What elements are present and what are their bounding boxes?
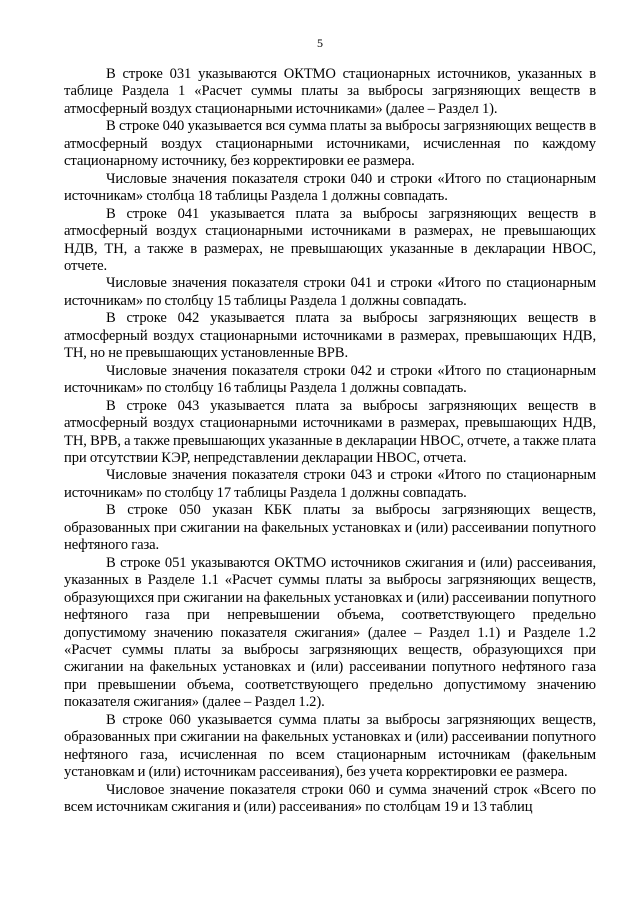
document-body (64, 66, 596, 816)
paragraph-row-031: В строке 031 указываются ОКТМО стационарных источников, указанных в таблице Раздела 1 «Расчет суммы платы за выбросы загрязняющих веществ в атмосферный воздух стационарными источниками» (далее – Раздел 1). (64, 66, 596, 117)
paragraph-row-043: В строке 043 указывается плата за выбросы загрязняющих веществ в атмосферный воздух стационарными источниками в размерах, превышающих НДВ, ТН, ВРВ, а также превышающих указанные в декларации НВОС, отчете, а также плата при отсутствии КЭР, непредставлении декларации НВОС, отчета. (64, 397, 596, 466)
paragraph-row-040: В строке 040 указывается вся сумма платы за выбросы загрязняющих веществ в атмосферный воздух стационарными источниками, исчисленная по каждому стационарному источнику, без корректировки ее размера. (64, 118, 596, 170)
paragraph-row-050: В строке 050 указан КБК платы за выбросы загрязняющих веществ, образованных при сжигании на факельных установках и (или) рассеивании попутного нефтяного газа. (64, 502, 596, 554)
paragraph-row-040-check: Числовые значения показателя строки 040 и строки «Итого по стационарным источникам» столбца 18 таблицы Раздела 1 должны совпадать. (64, 170, 596, 205)
paragraph-row-043-check: Числовые значения показателя строки 043 и строки «Итого по стационарным источникам» по столбцу 17 таблицы Раздела 1 должны совпадать. (64, 467, 596, 501)
paragraph-row-060-check: Числовое значение показателя строки 060 и сумма значений строк «Всего по всем источникам сжигания и (или) рассеивания» по столбцам 19 и 13 таблиц (64, 781, 596, 816)
paragraph-row-042-check: Числовые значения показателя строки 042 и строки «Итого по стационарным источникам» по столбцу 16 таблицы Раздела 1 должны совпадать. (64, 362, 596, 397)
page-number: 5 (317, 36, 323, 50)
paragraph-row-041-check: Числовые значения показателя строки 041 и строки «Итого по стационарным источникам» по столбцу 15 таблицы Раздела 1 должны совпадать. (64, 275, 596, 309)
paragraph-row-060: В строке 060 указывается сумма платы за выбросы загрязняющих веществ, образованных при сжигании на факельных установках и (или) рассеивании попутного нефтяного газа, исчисленная по всем стационарным источникам (факельным установкам и (или) источникам рассеивания), без учета корректировки ее размера. (64, 711, 596, 781)
paragraph-row-041: В строке 041 указывается плата за выбросы загрязняющих веществ в атмосферный воздух стационарными источниками в размерах, не превышающих НДВ, ТН, а также в размерах, не превышающих указанные в декларации НВОС, отчете. (64, 205, 596, 274)
paragraph-row-051: В строке 051 указываются ОКТМО источников сжигания и (или) рассеивания, указанных в Разделе 1.1 «Расчет суммы платы за выбросы загрязняющих веществ, образующихся при сжигании на факельных установках и (или) рассеивании попутного нефтяного газа при непревышении объема, соответствующего предельно допустимому значению показателя сжигания» (далее – Раздел 1.1) и Разделе 1.2 «Расчет суммы платы за выбросы загрязняющих веществ, образующихся при сжигании на факельных установках и (или) рассеивании попутного нефтяного газа при превышении объема, соответствующего предельно допустимому значению показателя сжигания» (далее – Раздел 1.2). (64, 554, 596, 711)
paragraph-row-042: В строке 042 указывается плата за выбросы загрязняющих веществ в атмосферный воздух стационарными источниками в размерах, превышающих НДВ, ТН, но не превышающих установленные ВРВ. (64, 310, 596, 362)
